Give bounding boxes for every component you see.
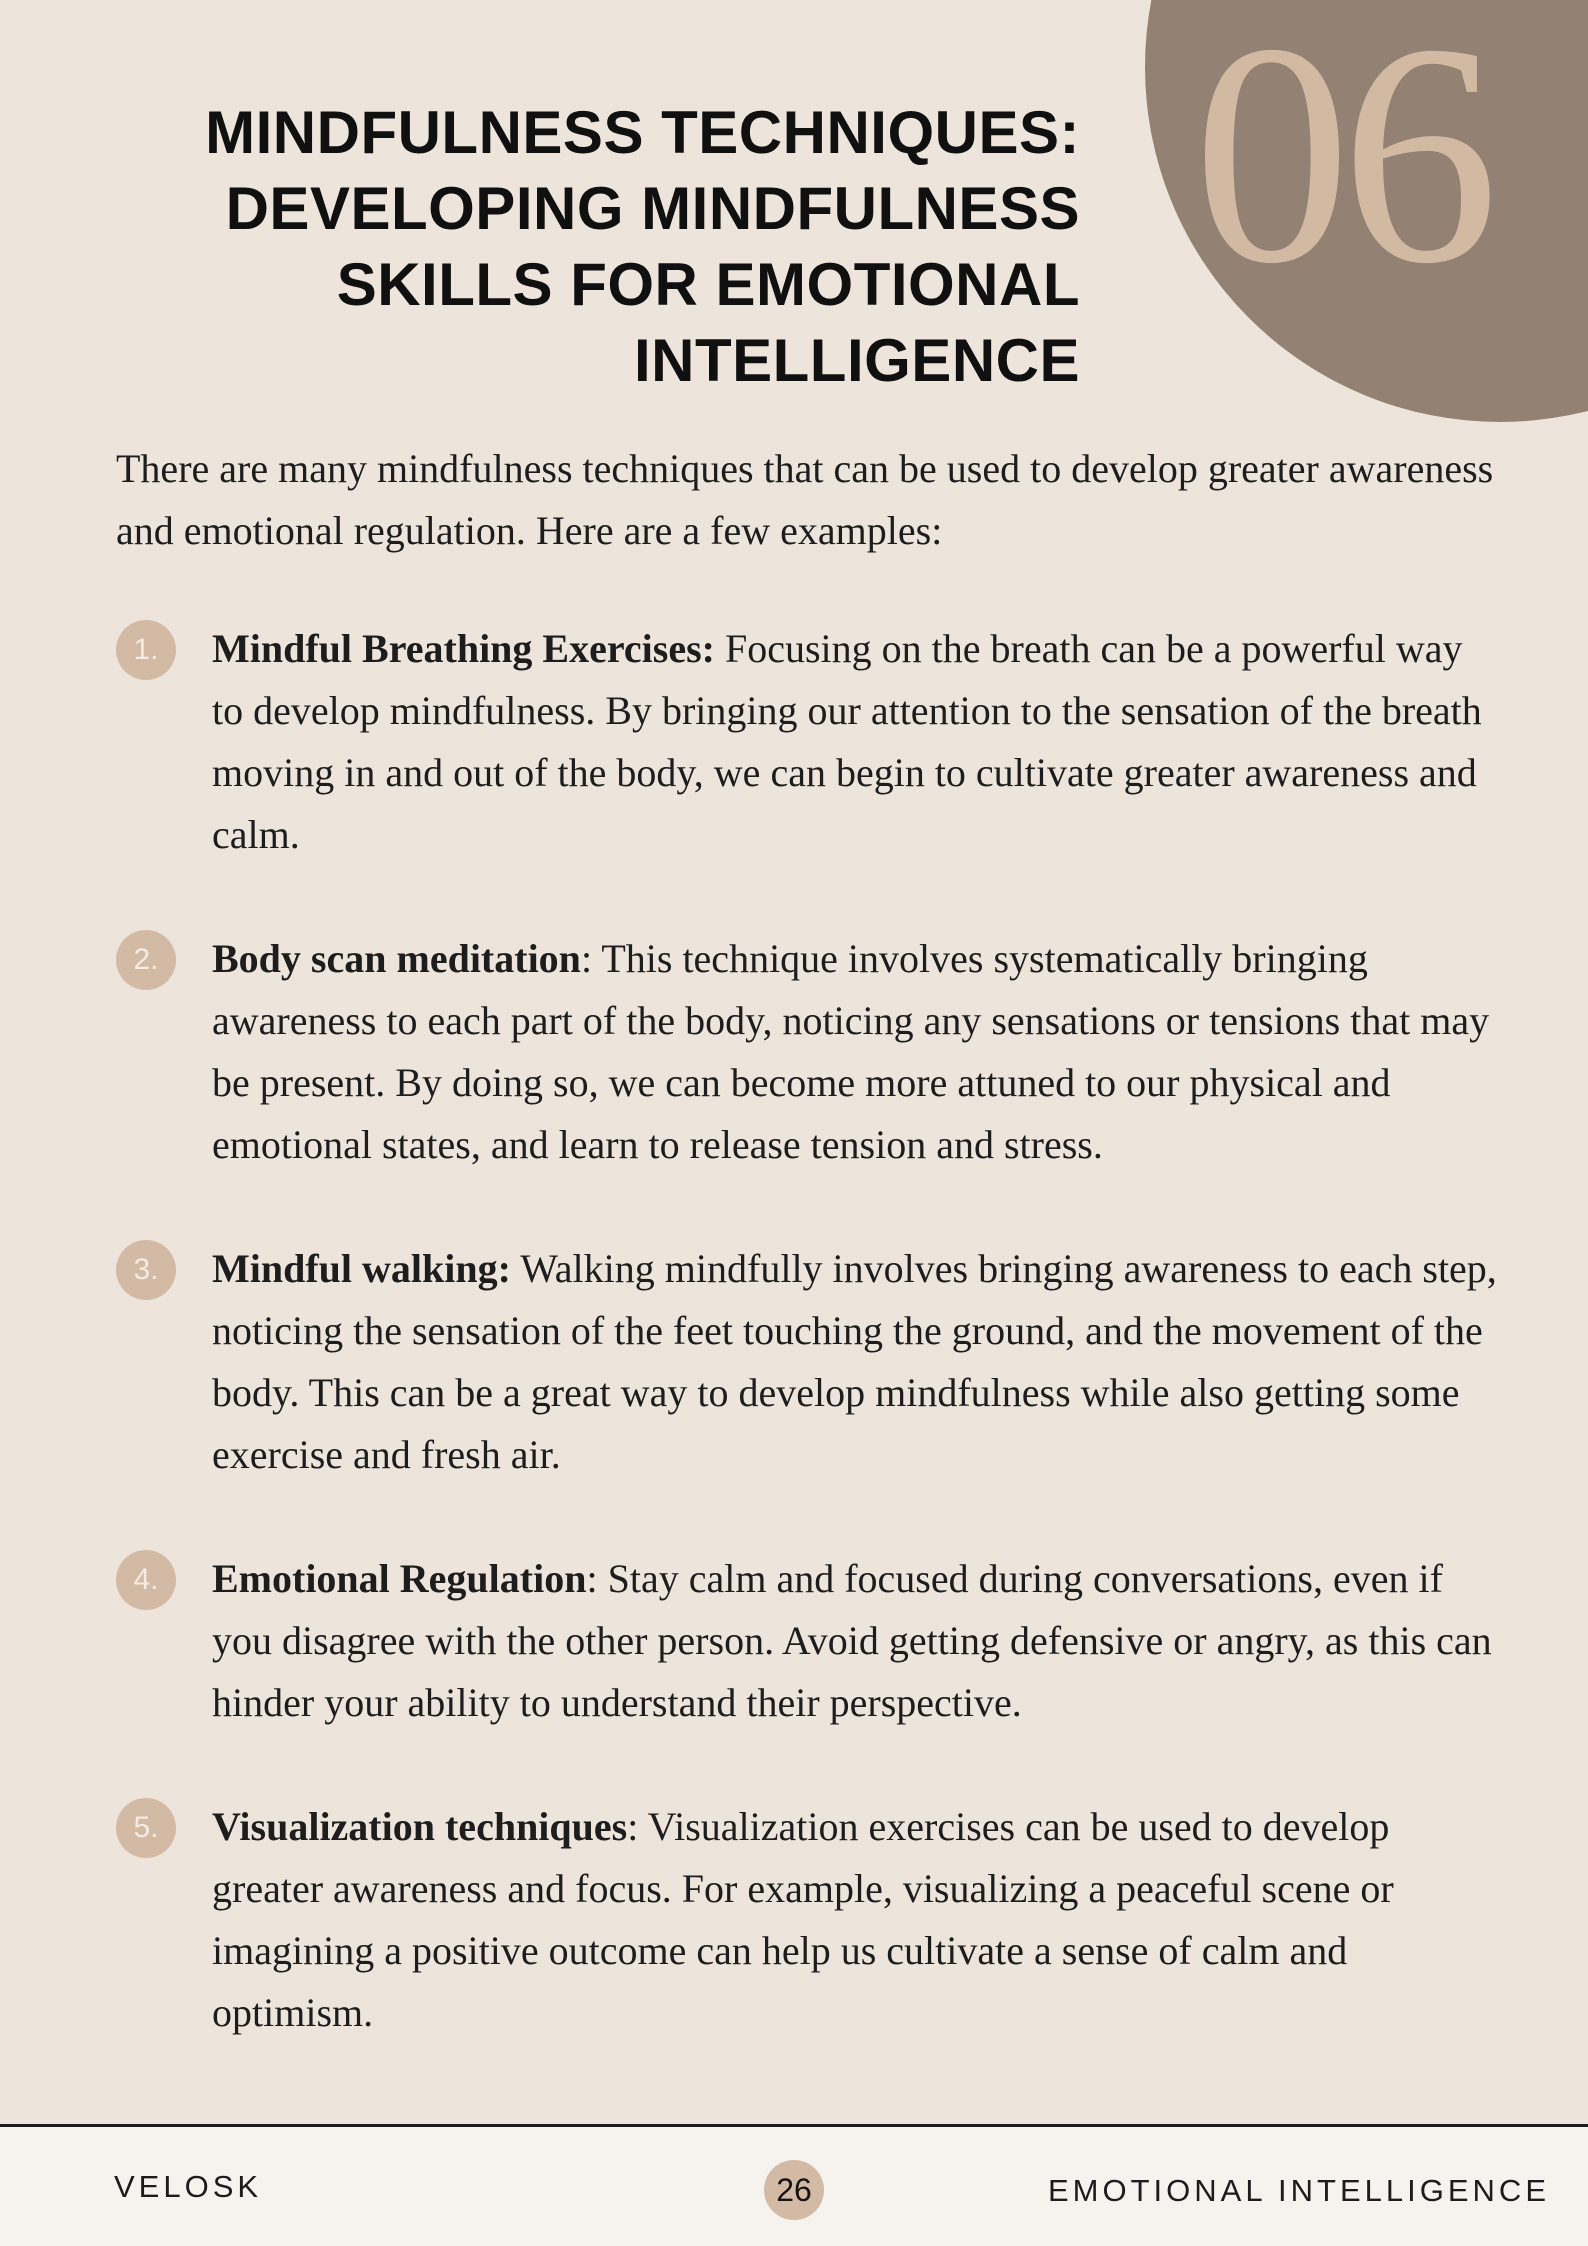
technique-description: Walking mindfully involves bringing awareness to each step, noticing the sensation of the feet touching the ground, and the movement of the body. This can be a great way to develop mindfulness while also getting some exercise and fresh air. <box>212 1246 1497 1477</box>
technique-term: Mindful walking: <box>212 1246 511 1291</box>
chapter-number: 06 <box>1193 0 1489 329</box>
title-line: MINDFULNESS TECHNIQUES: <box>205 99 1080 166</box>
technique-description: : Stay calm and focused during conversations, even if you disagree with the other person. Avoid getting defensive or angry, as this can hinder your ability to understand their perspective. <box>212 1556 1492 1725</box>
technique-text <box>212 928 1502 1176</box>
title-line: DEVELOPING MINDFULNESS <box>225 175 1080 242</box>
technique-text <box>212 1238 1502 1486</box>
page-title <box>40 95 1080 399</box>
technique-description: : This technique involves systematically bringing awareness to each part of the body, noticing any sensations or tensions that may be present. By doing so, we can become more attuned to our physical and emotional states, and learn to release tension and stress. <box>212 936 1490 1167</box>
intro-paragraph: There are many mindfulness techniques that can be used to develop greater awareness and emotional regulation. Here are a few examples: <box>116 446 1494 553</box>
list-number-badge: 4. <box>116 1550 176 1610</box>
list-number-badge: 2. <box>116 930 176 990</box>
list-number-badge: 5. <box>116 1798 176 1858</box>
technique-term: Emotional Regulation <box>212 1556 587 1601</box>
footer-brand: VELOSK <box>114 2169 263 2204</box>
technique-description: : Visualization exercises can be used to develop greater awareness and focus. For example, visualizing a peaceful scene or imagining a positive outcome can help us cultivate a sense of calm and optimism. <box>212 1804 1394 2035</box>
footer-book-title: EMOTIONAL INTELLIGENCE <box>1048 2173 1550 2208</box>
technique-term: Visualization techniques <box>212 1804 628 1849</box>
technique-text <box>212 618 1502 866</box>
chapter-circle <box>1145 0 1588 422</box>
list-number-badge: 3. <box>116 1240 176 1300</box>
title-line: SKILLS FOR EMOTIONAL <box>336 251 1080 318</box>
page-number-badge: 26 <box>764 2160 824 2220</box>
list-number-badge: 1. <box>116 620 176 680</box>
technique-text <box>212 1548 1502 1734</box>
technique-term: Mindful Breathing Exercises: <box>212 626 715 671</box>
page-footer <box>0 2124 1588 2246</box>
technique-text <box>212 1796 1502 2044</box>
technique-term: Body scan meditation <box>212 936 581 981</box>
title-line: INTELLIGENCE <box>633 327 1080 394</box>
technique-description: Focusing on the breath can be a powerful way to develop mindfulness. By bringing our attention to the sensation of the breath moving in and out of the body, we can begin to cultivate greater awareness and calm. <box>212 626 1482 857</box>
